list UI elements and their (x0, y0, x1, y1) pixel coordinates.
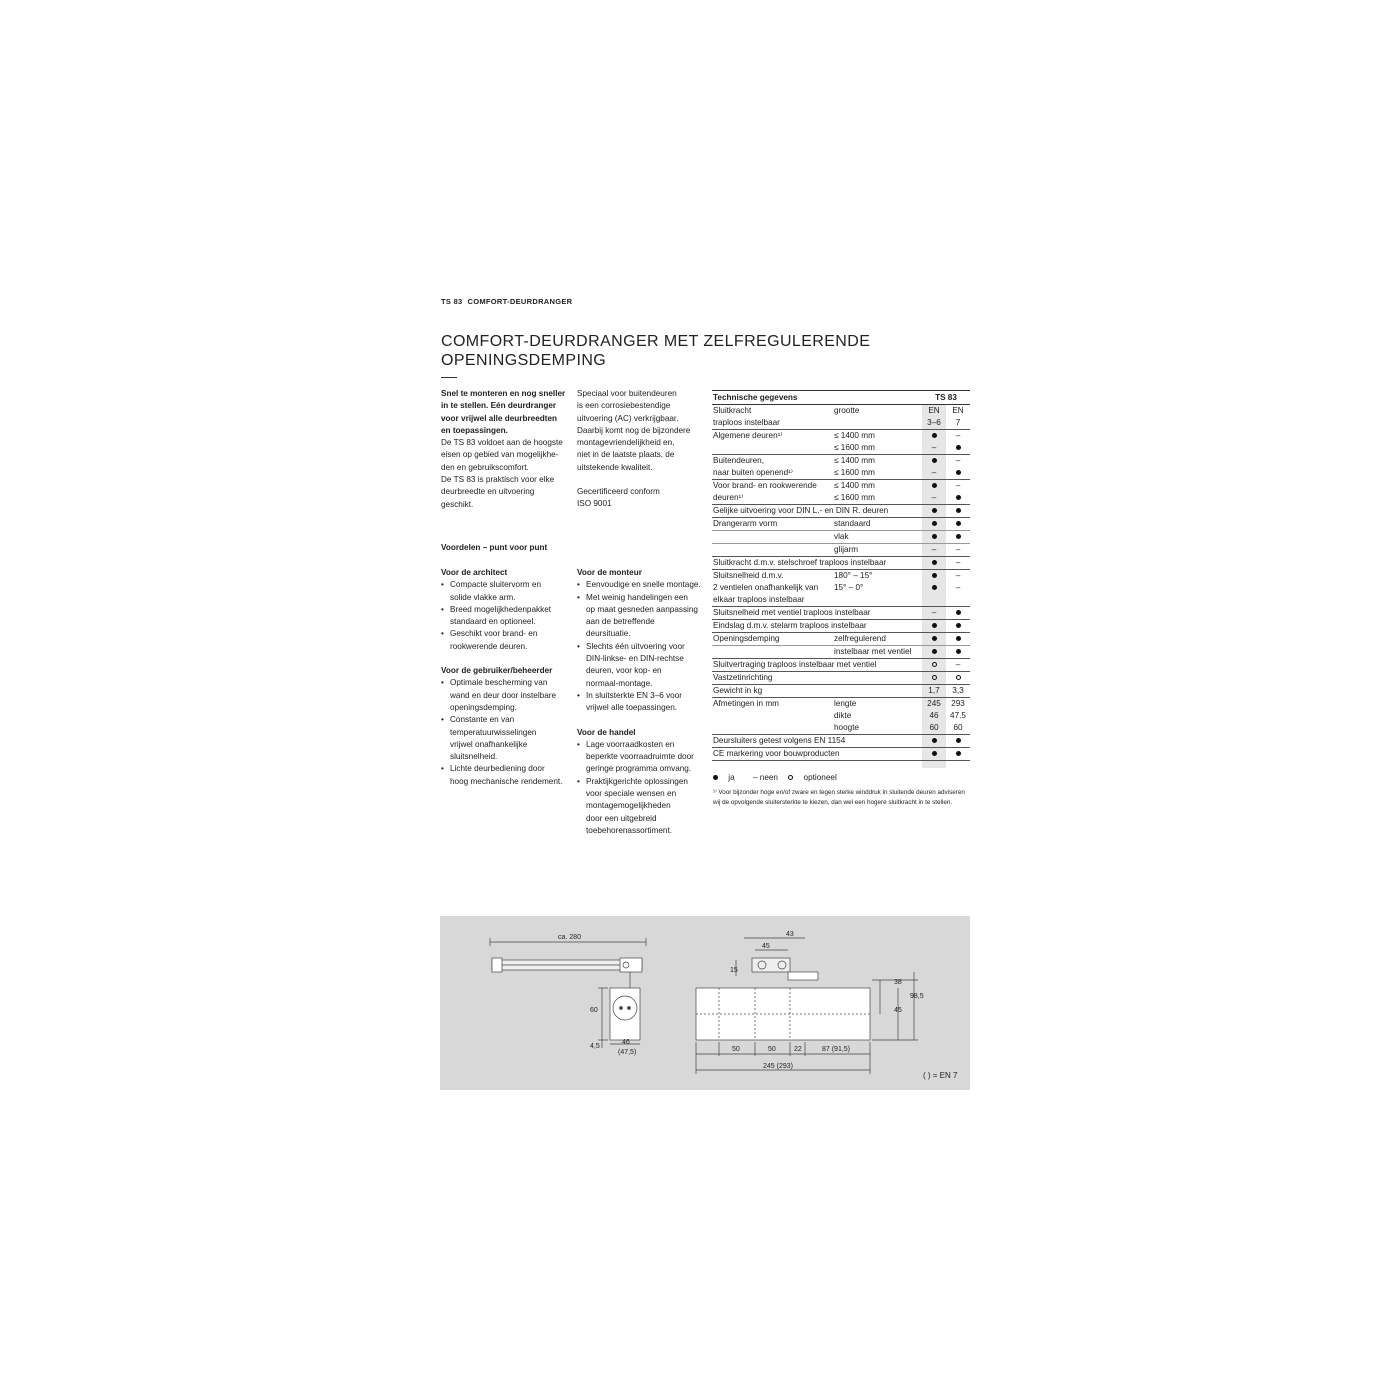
legend-yes: ja (713, 773, 743, 782)
page-title-line2: OPENINGSDEMPING (441, 352, 607, 369)
dim-98-5: 98,5 (910, 993, 924, 1000)
table-cell-label: Voor brand- en rookwerende (713, 481, 817, 490)
table-cell-en36: – (931, 608, 937, 617)
table-cell-sub: instelbaar met ventiel (834, 647, 912, 656)
table-row (712, 620, 970, 633)
table-cell-label: Sluitsnelheid d.m.v. (713, 571, 784, 580)
page-title (441, 332, 870, 370)
table-cell-sub: ≤ 1600 mm (834, 468, 875, 477)
trade-heading: Voor de handel (577, 727, 636, 737)
list-item: • Slechts één uitvoering voor DIN-linkse- en DIN-rechtse deuren, voor kop- en normaal-montage. (577, 641, 709, 690)
intro-bold-line: voor vrijwel alle deurbreedten (441, 413, 558, 423)
intro-text-line: De TS 83 voldoet aan de hoogste (441, 438, 563, 448)
table-row (712, 430, 970, 455)
list-item: • Lage voorraadkosten en beperkte voorraadruimte door geringe programma omvang. (577, 739, 709, 776)
intro-text-line: De TS 83 is praktisch voor elke (441, 475, 555, 485)
table-cell-en36: 3–6 (927, 418, 941, 427)
trade-list (577, 739, 709, 837)
table-row (712, 698, 970, 735)
list-item: • Compacte sluitervorm en solide vlakke arm. (441, 579, 573, 604)
dim-46: 46 (622, 1039, 630, 1046)
table-row (712, 505, 970, 518)
installer-trade-column (577, 567, 709, 837)
table-cell-en36 (922, 455, 946, 467)
intro2-text-line: is een corrosiebestendige (577, 401, 671, 411)
dim-245: 245 (293) (763, 1063, 793, 1070)
filled-dot-icon (932, 738, 937, 743)
table-row (712, 685, 970, 698)
table-cell-en7: – (955, 571, 961, 580)
table-cell-en36 (922, 735, 946, 747)
intro2-text-line: uitstekende kwaliteit. (577, 462, 653, 472)
dim-38: 38 (894, 979, 902, 986)
open-circle-icon (932, 662, 937, 667)
table-cell-en36 (922, 748, 946, 760)
intro2-text-line: niet in de laatste plaats, de (577, 450, 675, 460)
filled-dot-icon (956, 495, 961, 500)
technical-drawing (440, 916, 970, 1090)
filled-dot-icon (713, 775, 718, 780)
table-cell-label: elkaar traploos instelbaar (713, 595, 805, 604)
table-row (712, 646, 970, 659)
table-header-product: TS 83 (935, 393, 957, 402)
table-row (712, 659, 970, 672)
filled-dot-icon (956, 649, 961, 654)
advantages-heading-text: Voordelen – punt voor punt (441, 543, 548, 552)
filled-dot-icon (932, 458, 937, 463)
list-item: • Constante en van temperatuurwisselingen vrijwel onafhankelijke sluitsnelheid. (441, 714, 573, 763)
table-cell-en7: – (955, 545, 961, 554)
table-cell-label: Deursluiters getest volgens EN 1154 (713, 736, 846, 745)
table-cell-label: Algemene deuren¹⁾ (713, 431, 783, 440)
table-cell-en7 (946, 531, 970, 543)
table-cell-label: Afmetingen in mm (713, 699, 779, 708)
user-heading: Voor de gebruiker/beheerder (441, 666, 553, 676)
table-cell-sub: hoogte (834, 723, 860, 732)
open-circle-icon (956, 675, 961, 680)
filled-dot-icon (932, 560, 937, 565)
table-cell-en7: 293 (951, 699, 965, 708)
intro-column-2 (577, 388, 707, 511)
table-row (712, 557, 970, 570)
table-cell-label: Drangerarm vorm (713, 519, 778, 528)
intro-text-line: deurbreedte en uitvoering (441, 487, 535, 497)
table-cell-en7 (946, 735, 970, 747)
table-cell-en36 (922, 531, 946, 543)
table-cell-en36 (922, 659, 946, 671)
breadcrumb (441, 297, 572, 306)
table-header-label: Technische gegevens (713, 393, 798, 402)
filled-dot-icon (956, 445, 961, 450)
table-cell-en36 (922, 582, 946, 594)
technical-data-table (712, 390, 970, 761)
table-cell-sub: ≤ 1400 mm (834, 481, 875, 490)
table-row (712, 405, 970, 430)
table-cell-sub: standaard (834, 519, 871, 528)
table-cell-en36 (922, 620, 946, 632)
table-cell-en7 (946, 505, 970, 517)
user-list (441, 677, 573, 788)
table-footnote: ¹⁾ Voor bijzonder hoge en/of zware en tegen sterke winddruk in sluitende deuren adviseren wij de opvolgende sluitersterkte te kiezen, dan wel een hogere sluitkracht in te stellen. (713, 789, 965, 806)
table-cell-sub: 180° – 15° (834, 571, 873, 580)
table-cell-label: Gewicht in kg (713, 686, 763, 695)
table-cell-sub: ≤ 1600 mm (834, 443, 875, 452)
table-cell-en7: – (955, 431, 961, 440)
table-row (712, 531, 970, 544)
installer-heading: Voor de monteur (577, 568, 642, 577)
list-item: • Breed mogelijkhedenpakket standaard en optioneel. (441, 604, 573, 629)
table-row (712, 607, 970, 620)
intro2-text-line: Daarbij komt nog de bijzondere (577, 425, 691, 435)
table-cell-en7 (946, 646, 970, 658)
table-cell-label: naar buiten openend¹⁾ (713, 468, 793, 477)
table-cell-en36 (922, 430, 946, 442)
list-item: • Optimale bescherming van wand en deur door instelbare openingsdemping. (441, 677, 573, 714)
table-cell-sub: ≤ 1400 mm (834, 456, 875, 465)
table-cell-en36: 60 (929, 723, 939, 732)
filled-dot-icon (932, 623, 937, 628)
table-body (712, 405, 970, 761)
architect-list (441, 579, 573, 653)
intro-text-line: eisen op gebied van mogelijkhe- (441, 450, 559, 460)
table-cell-label: deuren¹⁾ (713, 493, 744, 502)
table-row (712, 735, 970, 748)
breadcrumb-product: TS 83 (441, 297, 463, 306)
table-row (712, 518, 970, 531)
intro2-text-line: Speciaal voor buitendeuren (577, 389, 677, 398)
table-cell-sub: grootte (834, 406, 860, 415)
table-cell-en7: 47.5 (950, 711, 966, 720)
table-cell-label: Sluitvertraging traploos instelbaar met ventiel (713, 660, 877, 669)
table-cell-label: Sluitsnelheid met ventiel traploos instelbaar (713, 608, 871, 617)
list-item: • Geschikt voor brand- en rookwerende deuren. (441, 628, 573, 653)
filled-dot-icon (956, 470, 961, 475)
dim-ca280: ca. 280 (558, 934, 581, 941)
filled-dot-icon (956, 623, 961, 628)
dim-45-side: 45 (894, 1007, 902, 1014)
table-cell-label: Buitendeuren, (713, 456, 764, 465)
dim-22: 22 (794, 1046, 802, 1053)
table-cell-en7 (946, 518, 970, 530)
dim-15: 15 (730, 967, 738, 974)
title-rule (441, 377, 457, 378)
table-row (712, 480, 970, 505)
breadcrumb-section: COMFORT-DEURDRANGER (467, 297, 573, 306)
legend-optional: optioneel (788, 773, 845, 782)
table-row (712, 672, 970, 685)
table-cell-en7 (946, 467, 970, 479)
list-item: • Eenvoudige en snelle montage. (577, 579, 709, 591)
intro-text-line: geschikt. (441, 499, 474, 509)
table-cell-en7 (946, 748, 970, 760)
table-row (712, 455, 970, 480)
table-row (712, 544, 970, 557)
architect-heading: Voor de architect (441, 568, 508, 577)
filled-dot-icon (932, 483, 937, 488)
en7-note: ( ) = EN 7 (923, 1071, 958, 1080)
table-cell-sub: ≤ 1400 mm (834, 431, 875, 440)
list-item: • Lichte deurbediening door hoog mechanische rendement. (441, 763, 573, 788)
filled-dot-icon (956, 508, 961, 513)
filled-dot-icon (932, 636, 937, 641)
dim-50-a: 50 (732, 1046, 740, 1053)
table-cell-label: Sluitkracht d.m.v. stelschroef traploos instelbaar (713, 558, 887, 567)
filled-dot-icon (956, 534, 961, 539)
list-item: • In sluitsterkte EN 3–6 voor vrijwel alle toepassingen. (577, 690, 709, 715)
drawing-svg (440, 916, 970, 1090)
dim-4-5: 4,5 (590, 1043, 600, 1050)
table-cell-en7: 7 (955, 418, 961, 427)
page-title-line1: COMFORT-DEURDRANGER MET ZELFREGULERENDE (441, 333, 871, 350)
table-cell-en36: EN (928, 406, 940, 415)
table-cell-en7: – (955, 583, 961, 592)
filled-dot-icon (956, 610, 961, 615)
table-cell-en7: EN (952, 406, 964, 415)
table-cell-en7: – (955, 660, 961, 669)
table-row (712, 570, 970, 607)
table-cell-sub: glijarm (834, 545, 859, 554)
table-row (712, 633, 970, 646)
table-cell-en36 (922, 480, 946, 492)
dim-87: 87 (91,5) (822, 1046, 851, 1053)
table-cell-en7 (946, 442, 970, 454)
installer-list (577, 579, 709, 714)
list-item: • Praktijkgerichte oplossingen voor speciale wensen en montagemogelijkheden door een uitgebreid toebehorenassortiment. (577, 776, 709, 837)
table-cell-en7 (946, 672, 970, 684)
table-cell-label: Eindslag d.m.v. stelarm traploos instelbaar (713, 621, 867, 630)
dim-43: 43 (786, 931, 794, 938)
table-cell-label: Sluitkracht (713, 406, 752, 415)
intro-bold-line: in te stellen. Eén deurdranger (441, 401, 557, 411)
table-cell-en36: 245 (927, 699, 941, 708)
intro2-text-line: montagevriendelijkheid en, (577, 438, 675, 448)
filled-dot-icon (956, 636, 961, 641)
table-cell-en7 (946, 492, 970, 504)
architect-user-column (441, 567, 573, 788)
table-cell-sub: vlak (834, 532, 849, 541)
advantages-heading (441, 542, 547, 554)
table-cell-sub: 15° – 0° (834, 583, 864, 592)
table-cell-en36: – (931, 468, 937, 477)
table-cell-en36 (922, 646, 946, 658)
table-cell-en36 (922, 570, 946, 582)
table-cell-en7 (946, 633, 970, 645)
filled-dot-icon (956, 751, 961, 756)
filled-dot-icon (956, 738, 961, 743)
intro2-text-line: uitvoering (AC) verkrijgbaar. (577, 413, 679, 423)
table-cell-en7: – (955, 558, 961, 567)
table-cell-en36 (922, 518, 946, 530)
table-cell-sub: ≤ 1600 mm (834, 493, 875, 502)
legend-no: – neen (752, 773, 778, 782)
filled-dot-icon (932, 649, 937, 654)
table-cell-en36: – (931, 545, 937, 554)
filled-dot-icon (932, 521, 937, 526)
table-cell-sub: dikte (834, 711, 852, 720)
table-legend (713, 773, 853, 782)
dim-45-top: 45 (762, 943, 770, 950)
open-circle-icon (788, 775, 793, 780)
table-cell-sub: lengte (834, 699, 857, 708)
table-cell-en7 (946, 620, 970, 632)
filled-dot-icon (932, 585, 937, 590)
table-cell-en7: – (955, 481, 961, 490)
list-item: • Met weinig handelingen een op maat gesneden aanpassing aan de betreffende deursituatie. (577, 592, 709, 641)
table-cell-en36 (922, 557, 946, 569)
table-cell-en7: 3,3 (952, 686, 964, 695)
table-cell-en7: – (955, 456, 961, 465)
table-cell-label: CE markering voor bouwproducten (713, 749, 840, 758)
dim-50-b: 50 (768, 1046, 776, 1053)
dim-47-5: (47,5) (618, 1049, 637, 1056)
filled-dot-icon (932, 751, 937, 756)
table-cell-en36: 46 (929, 711, 939, 720)
table-cell-en36: – (931, 493, 937, 502)
table-cell-label: traploos instelbaar (713, 418, 780, 427)
table-cell-label: Openingsdemping (713, 634, 780, 643)
table-row (712, 748, 970, 761)
open-circle-icon (932, 675, 937, 680)
filled-dot-icon (932, 573, 937, 578)
table-cell-label: Vastzetinrichting (713, 673, 773, 682)
table-cell-en36 (922, 672, 946, 684)
table-cell-en36 (922, 633, 946, 645)
table-cell-label: 2 ventielen onafhankelijk van (713, 583, 819, 592)
table-cell-en36 (922, 505, 946, 517)
filled-dot-icon (932, 534, 937, 539)
filled-dot-icon (932, 508, 937, 513)
intro-text-line: den en gebruikscomfort. (441, 462, 529, 472)
table-header (712, 390, 970, 405)
certification-line: ISO 9001 (577, 499, 612, 509)
filled-dot-icon (932, 433, 937, 438)
intro-column (441, 388, 571, 511)
filled-dot-icon (956, 521, 961, 526)
dim-60: 60 (590, 1007, 598, 1014)
table-cell-en7 (946, 607, 970, 619)
certification-line: Gecertificeerd conform (577, 487, 660, 497)
table-cell-sub: zelfregulerend (834, 634, 886, 643)
table-cell-en36: – (931, 443, 937, 452)
intro-bold-line: en toepassingen. (441, 425, 508, 435)
table-cell-en7: 60 (953, 723, 963, 732)
table-cell-en36: 1,7 (928, 686, 940, 695)
table-cell-label: Gelijke uitvoering voor DIN L.- en DIN R. deuren (713, 506, 889, 515)
intro-bold-line: Snel te monteren en nog sneller (441, 389, 566, 398)
